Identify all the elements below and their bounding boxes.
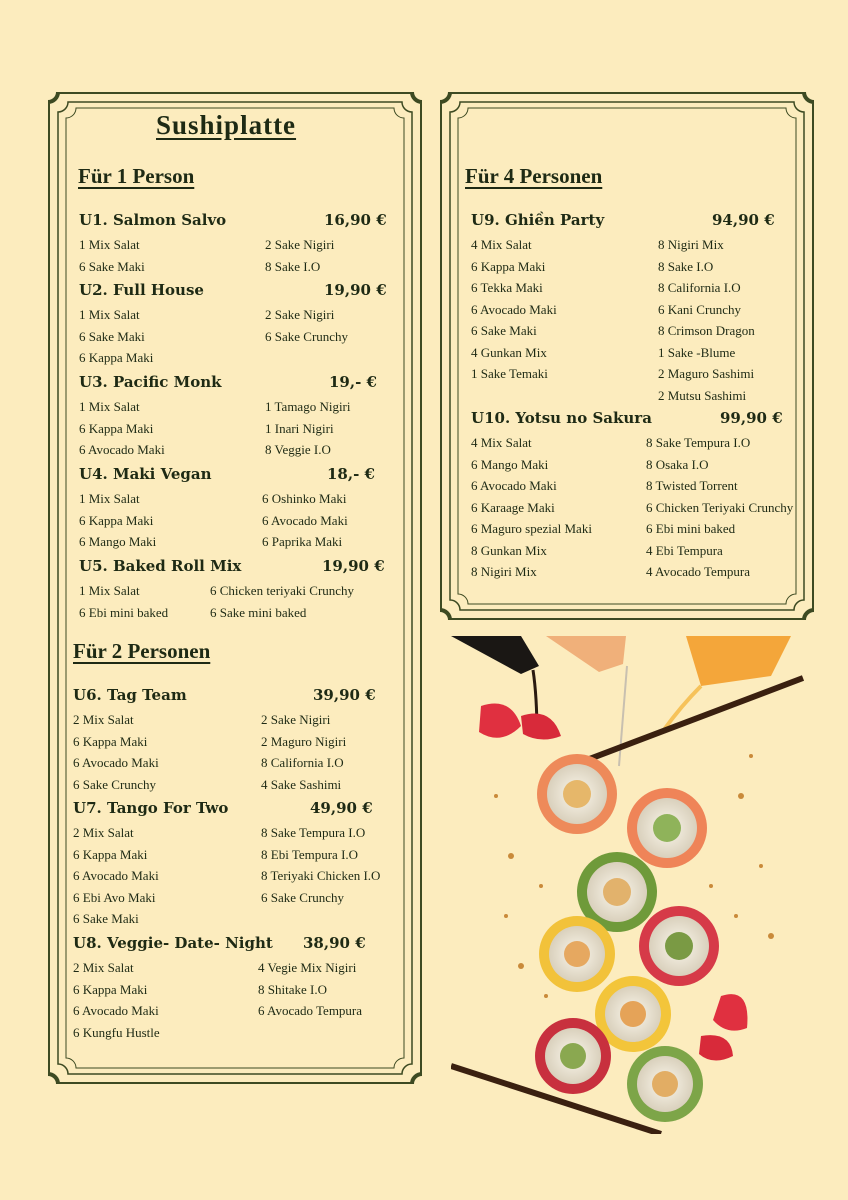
component-left: 6 Tekka Maki	[471, 280, 543, 295]
component-right: 4 Sake Sashimi	[261, 776, 342, 792]
component-left: 8 Nigiri Mix	[471, 564, 537, 579]
u2-price: 19,90 €	[324, 281, 387, 299]
component-left: 6 Avocado Maki	[73, 1003, 159, 1018]
component-left: 6 Kappa Maki	[79, 512, 154, 528]
u6-name: U6. Tag Team	[73, 686, 187, 704]
u3-price: 19,- €	[329, 373, 377, 391]
component-left: 6 Kappa Maki	[73, 846, 148, 862]
component-right: 8 Sake I.O	[265, 258, 321, 274]
component-right: 6 Sake Crunchy	[261, 889, 345, 905]
component-left: 6 Kappa Maki	[79, 350, 154, 365]
component-left: 6 Kappa Maki	[79, 420, 154, 436]
component-right: 1 Sake -Blume	[658, 344, 736, 360]
component-left: 6 Kappa Maki	[471, 258, 546, 274]
component-left: 6 Mango Maki	[79, 534, 157, 549]
component-left: 6 Avocado Maki	[73, 868, 159, 883]
component-right: 2 Mutsu Sashimi	[658, 387, 747, 403]
component-left: 6 Kappa Maki	[73, 733, 148, 749]
component-left: 6 Avocado Maki	[73, 755, 159, 770]
component-right: 8 California I.O	[658, 280, 741, 295]
component-left: 1 Mix Salat	[79, 491, 140, 506]
section-heading-two-persons: Für 2 Personen	[73, 639, 211, 663]
component-left: 4 Mix Salat	[471, 435, 532, 450]
component-left: 1 Mix Salat	[79, 583, 140, 598]
u8-name: U8. Veggie- Date- Night	[73, 934, 273, 952]
component-left: 1 Mix Salat	[79, 307, 140, 322]
component-left: 2 Mix Salat	[73, 712, 134, 727]
u1-price: 16,90 €	[324, 211, 387, 229]
component-right: 2 Sake Nigiri	[261, 712, 331, 727]
component-right: 2 Sake Nigiri	[265, 237, 335, 252]
component-right: 8 Nigiri Mix	[658, 237, 724, 252]
component-right: 8 Veggie I.O	[265, 442, 331, 457]
component-left: 6 Mango Maki	[471, 456, 549, 472]
component-right: 8 Sake Tempura I.O	[261, 825, 366, 840]
component-left: 6 Sake Maki	[79, 258, 145, 274]
u8-price: 38,90 €	[303, 934, 366, 952]
component-left: 6 Avocado Maki	[471, 478, 557, 493]
component-right: 6 Oshinko Maki	[262, 491, 347, 506]
component-left: 6 Maguro spezial Maki	[471, 521, 592, 536]
component-right: 2 Sake Nigiri	[265, 307, 335, 322]
u9-price: 94,90 €	[712, 211, 775, 229]
component-left: 2 Mix Salat	[73, 960, 134, 975]
component-right: 8 Shitake I.O	[258, 981, 327, 997]
component-left: 6 Kappa Maki	[73, 981, 148, 997]
component-right: 8 Sake Tempura I.O	[646, 435, 751, 450]
component-right: 8 Osaka I.O	[646, 456, 709, 472]
component-right: 2 Maguro Sashimi	[658, 366, 755, 381]
component-left: 1 Sake Temaki	[471, 366, 548, 381]
u10-price: 99,90 €	[720, 409, 783, 427]
u10-name: U10. Yotsu no Sakura	[471, 409, 652, 427]
component-right: 6 Avocado Tempura	[258, 1003, 363, 1018]
component-left: 8 Gunkan Mix	[471, 542, 547, 558]
menu-title: Sushiplatte	[156, 110, 297, 140]
u7-price: 49,90 €	[310, 799, 373, 817]
component-left: 6 Sake Maki	[73, 911, 139, 926]
component-right: 6 Chicken Teriyaki Crunchy	[646, 499, 794, 515]
component-left: 2 Mix Salat	[73, 825, 134, 840]
component-right: 8 California I.O	[261, 755, 344, 770]
component-left: 6 Sake Maki	[471, 323, 537, 338]
component-right: 6 Kani Crunchy	[658, 301, 742, 317]
component-right: 4 Vegie Mix Nigiri	[258, 960, 357, 975]
component-right: 6 Sake Crunchy	[265, 328, 349, 344]
component-right: 1 Inari Nigiri	[265, 420, 334, 436]
sushi-rolls-image	[451, 636, 817, 1134]
u5-price: 19,90 €	[322, 557, 385, 575]
u4-name: U4. Maki Vegan	[79, 465, 212, 483]
component-right: 6 Sake mini baked	[210, 604, 307, 620]
component-left: 1 Mix Salat	[79, 399, 140, 414]
component-left: 6 Karaage Maki	[471, 499, 555, 515]
component-left: 6 Sake Maki	[79, 328, 145, 344]
section-heading-one-person: Für 1 Person	[78, 164, 195, 188]
u1-name: U1. Salmon Salvo	[79, 211, 227, 229]
component-right: 4 Avocado Tempura	[646, 564, 751, 579]
component-right: 6 Chicken teriyaki Crunchy	[210, 583, 355, 598]
u6-price: 39,90 €	[313, 686, 376, 704]
component-left: 6 Ebi mini baked	[79, 604, 169, 620]
u2-name: U2. Full House	[79, 281, 204, 299]
component-left: 4 Mix Salat	[471, 237, 532, 252]
component-right: 2 Maguro Nigiri	[261, 733, 347, 749]
component-left: 6 Avocado Maki	[79, 442, 165, 457]
u9-name: U9. Ghiền Party	[471, 211, 605, 229]
component-right: 8 Twisted Torrent	[646, 478, 738, 493]
component-left: 6 Ebi Avo Maki	[73, 889, 156, 905]
component-right: 6 Paprika Maki	[262, 534, 343, 549]
component-right: 8 Crimson Dragon	[658, 323, 755, 338]
component-right: 6 Ebi mini baked	[646, 521, 736, 536]
component-left: 6 Sake Crunchy	[73, 776, 157, 792]
component-right: 4 Ebi Tempura	[646, 542, 723, 558]
component-left: 1 Mix Salat	[79, 237, 140, 252]
u3-name: U3. Pacific Monk	[79, 373, 222, 391]
component-right: 1 Tamago Nigiri	[265, 399, 351, 414]
component-right: 8 Ebi Tempura I.O	[261, 846, 359, 862]
u5-name: U5. Baked Roll Mix	[79, 557, 242, 575]
component-left: 6 Kungfu Hustle	[73, 1024, 160, 1040]
u4-price: 18,- €	[327, 465, 375, 483]
component-left: 6 Avocado Maki	[471, 301, 557, 317]
component-right: 6 Avocado Maki	[262, 512, 348, 528]
component-left: 4 Gunkan Mix	[471, 344, 547, 360]
u7-name: U7. Tango For Two	[73, 799, 229, 817]
section-heading-four-persons: Für 4 Personen	[465, 164, 603, 188]
component-right: 8 Teriyaki Chicken I.O	[261, 868, 381, 883]
component-right: 8 Sake I.O	[658, 258, 714, 274]
